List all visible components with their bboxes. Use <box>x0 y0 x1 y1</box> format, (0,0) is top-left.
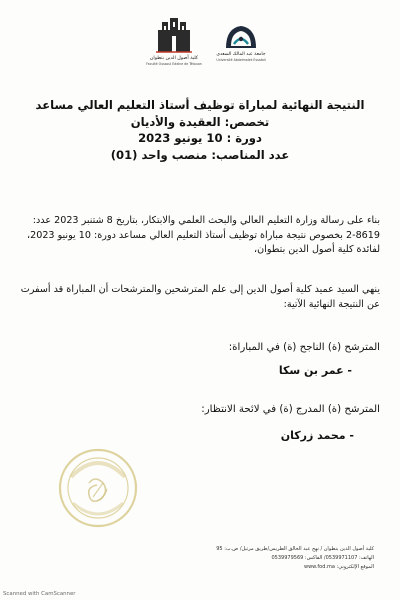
scanner-watermark: Scanned with CamScanner <box>3 591 76 597</box>
official-stamp-icon <box>57 447 139 529</box>
footer-phone: الهاتف: 0539971107/ الفاكس: 0539979569 <box>271 555 374 561</box>
footer-website: الموقع الإلكتروني: www.fod.ma <box>304 564 374 570</box>
footer-address: كلية أصول الدين بتطوان / نهج عبد الخالق الطريس/طريق مرتيل/ ص.ب: 95 <box>216 546 374 552</box>
positions-count: عدد المناصب: منصب واحد (01) <box>110 148 290 162</box>
announcement-paragraph: ينهي السيد عميد كلية أصول الدين إلى علم المترشحين والمترشحات أن المباراة قد أسفرت عن النتيجة النهائية الآتية: <box>20 284 380 310</box>
specialization: تخصص: العقيدة والأديان <box>130 115 270 129</box>
winner-label: المترشح (ة) الناجح (ة) في المباراة: <box>228 342 380 353</box>
session-date: دورة : 10 يونيو 2023 <box>138 131 262 145</box>
university-name-arabic: جامعة عبد المالك السعدي <box>216 52 266 57</box>
waitlist-name: - محمد زركان <box>280 429 354 442</box>
faculty-emblem-icon <box>154 16 194 56</box>
waitlist-label: المترشح (ة) المدرج (ة) في لائحة الانتظار: <box>201 404 380 415</box>
winner-name: - عمر بن سكا <box>278 364 352 377</box>
reference-paragraph: بناء على رسالة وزارة التعليم العالي والبحث العلمي والابتكار، بتاريخ 8 شتنبر 2023 عدد: 8619-2 بخصوص نتيجة مباراة توظيف أستاذ التعليم العالي مساعد دورة: 10 يونيو 2023، لفائدة كلية أصول الدين بتطوان، <box>27 215 380 255</box>
university-emblem-icon <box>222 22 260 52</box>
university-logo <box>210 22 272 72</box>
faculty-name-arabic: كلية أصول الدين بتطوان <box>149 56 199 61</box>
faculty-name-latin: Faculté Oussoul Eddine de Tétouan <box>146 62 202 66</box>
footer-contact <box>150 545 374 572</box>
university-name-latin: Université Abdelmalek Essaâdi <box>216 57 266 62</box>
faculty-logo <box>144 16 204 74</box>
result-title: النتيجة النهائية لمباراة توظيف أستاذ التعليم العالي مساعد <box>35 98 365 112</box>
